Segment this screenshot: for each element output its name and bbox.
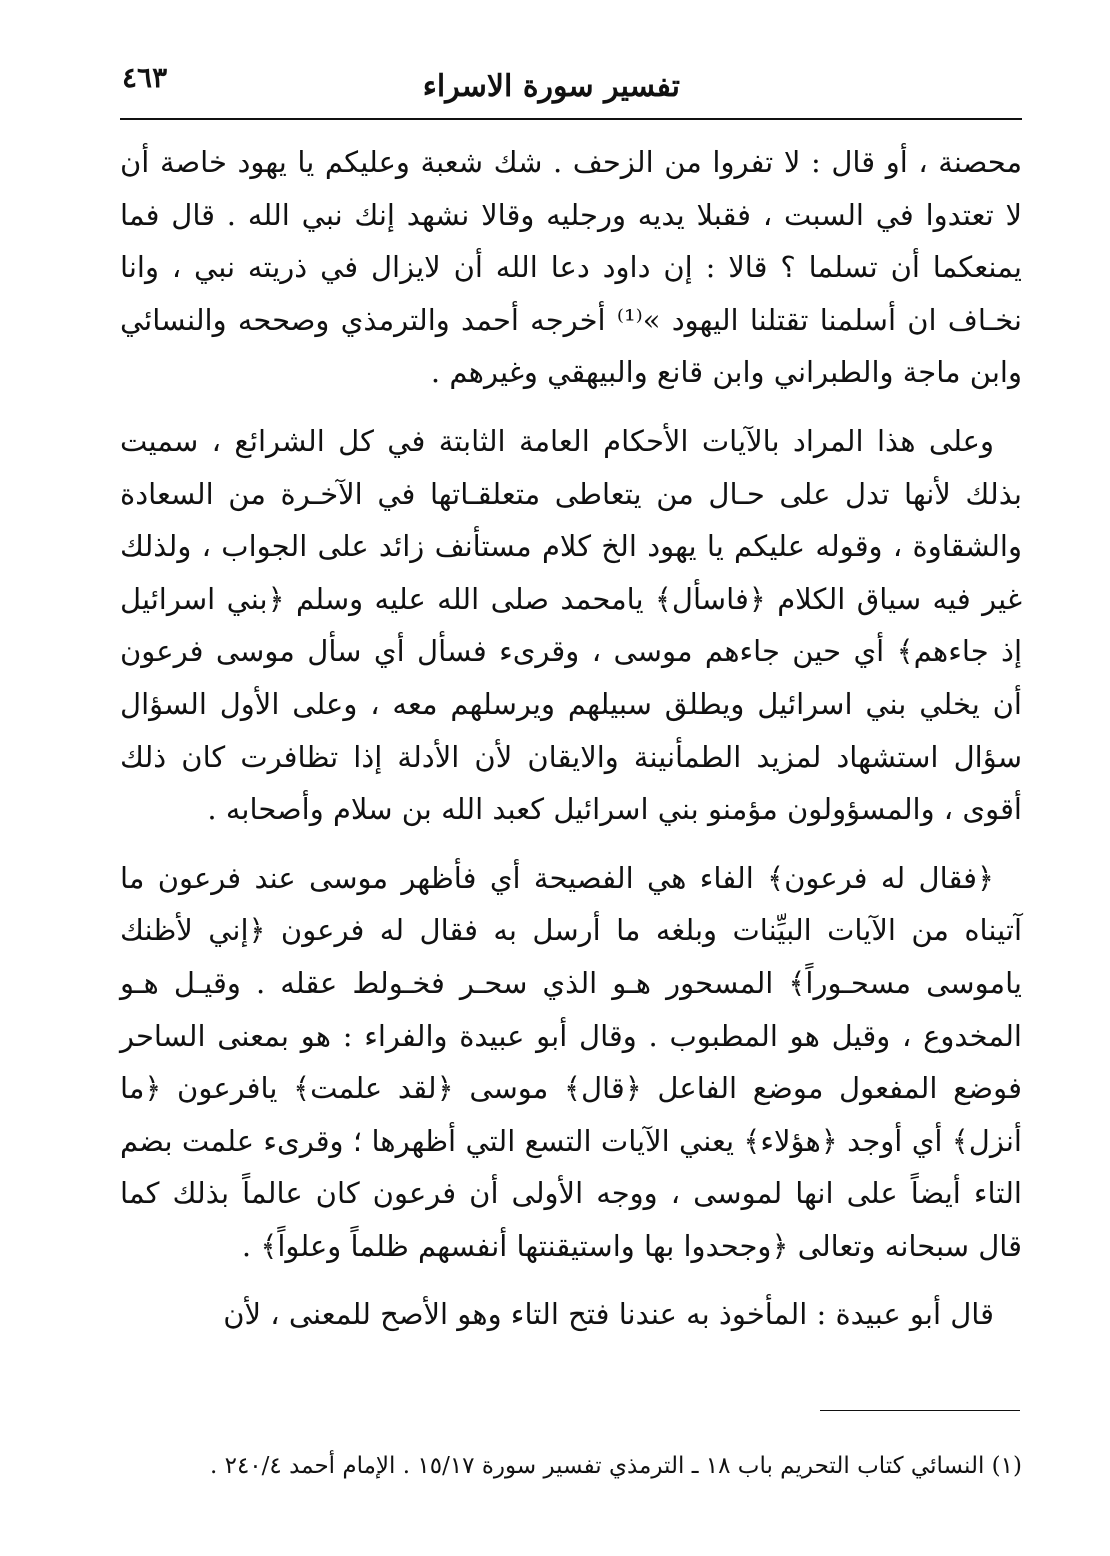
header-divider xyxy=(120,118,1022,120)
footnote: (١) النسائي كتاب التحريم باب ١٨ ـ الترمذي تفسير سورة ١٥/١٧ . الإمام أحمد ٢٤٠/٤ . xyxy=(209,1453,1022,1479)
main-text xyxy=(120,136,1022,1357)
running-title: تفسير سورة الاسراء xyxy=(422,69,680,104)
page-number: ٤٦٣ xyxy=(122,61,168,94)
page-header xyxy=(122,55,1020,105)
footnote-divider xyxy=(820,1410,1020,1411)
paragraph: وعلى هذا المراد بالآيات الأحكام العامة الثابتة في كل الشرائع ، سميت بذلك لأنها تدل على حـال من يتعاطى متعلقـاتها في الآخـرة من السعادة والشقاوة ، وقوله عليكم يا يهود الخ كلام مستأنف زائد على الجواب ، ولذلك غير فيه سياق الكلام ﴿فاسأل﴾ يامحمد صلى الله عليه وسلم ﴿بني اسرائيل إذ جاءهم﴾ أي حين جاءهم موسى ، وقرىء فسأل أي سأل موسى فرعون أن يخلي بني اسرائيل ويطلق سبيلهم ويرسلهم معه ، وعلى الأول السؤال سؤال استشهاد لمزيد الطمأنينة والايقان لأن الأدلة إذا تظافرت كان ذلك أقوى ، والمسؤولون مؤمنو بني اسرائيل كعبد الله بن سلام وأصحابه . xyxy=(120,423,1022,827)
paragraph: محصنة ، أو قال : لا تفروا من الزحف . شك شعبة وعليكم يا يهود خاصة أن لا تعتدوا في السبت ، فقبلا يديه ورجليه وقالا نشهد إنك نبي الله . قال فما يمنعكما أن تسلما ؟ قالا : إن داود دعا الله أن لايزال في ذريته نبي ، وانا نخـاف ان أسلمنا تقتلنا اليهود »⁽¹⁾ أخرجه أحمد والترمذي وصححه والنسائي وابن ماجة والطبراني وابن قانع والبيهقي وغيرهم . xyxy=(120,145,1022,390)
paragraph: ﴿فقال له فرعون﴾ الفاء هي الفصيحة أي فأظهر موسى عند فرعون ما آتيناه من الآيات البيِّنات وبلغه ما أرسل به فقال له فرعون ﴿إني لأظنك ياموسى مسحـوراً﴾ المسحور هـو الذي سحـر فخـولط عقله . وقيـل هـو المخدوع ، وقيل هو المطبوب . وقال أبو عبيدة والفراء : هو بمعنى الساحر فوضع المفعول موضع الفاعل ﴿قال﴾ موسى ﴿لقد علمت﴾ يافرعون ﴿ما أنزل﴾ أي أوجد ﴿هؤلاء﴾ يعني الآيات التسع التي أظهرها ؛ وقرىء علمت بضم التاء أيضاً على انها لموسى ، ووجه الأولى أن فرعون كان عالماً بذلك كما قال سبحانه وتعالى ﴿وجحدوا بها واستيقنتها أنفسهم ظلماً وعلواً﴾ . xyxy=(120,860,1022,1263)
paragraph: قال أبو عبيدة : المأخوذ به عندنا فتح التاء وهو الأصح للمعنى ، لأن xyxy=(223,1297,994,1332)
